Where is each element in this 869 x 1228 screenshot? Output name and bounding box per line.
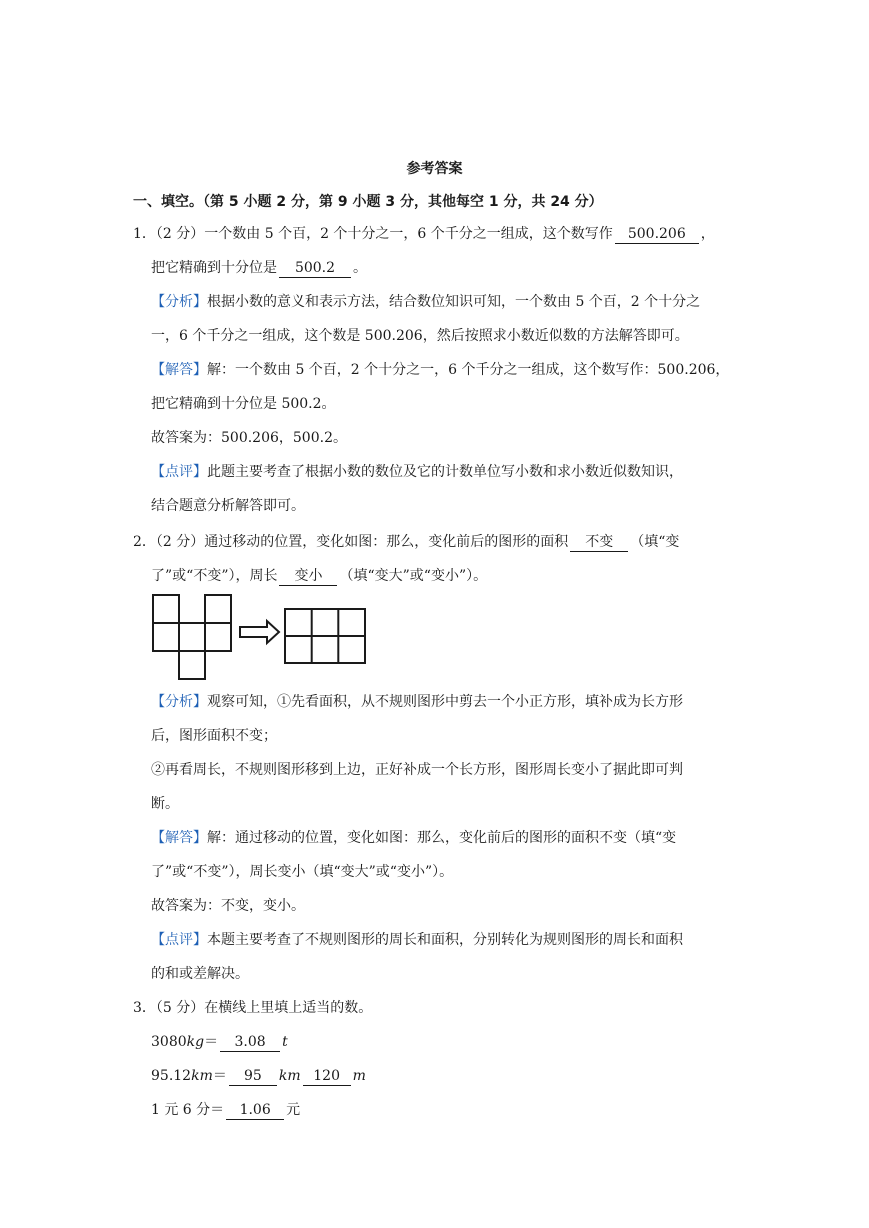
q1-answer1: 500.206 [615, 226, 699, 244]
q3-question: 3．（5 分）在横线上里填上适当的数。 [133, 1000, 373, 1016]
q3-row2-unit-mid: km [278, 1068, 301, 1084]
q3-row1 [151, 1032, 288, 1052]
q3-row1-unit2: t [282, 1034, 288, 1050]
q1-comment-2: 结合题意分析解答即可。 [151, 498, 305, 514]
rectangle-shape [285, 609, 365, 663]
q2-comment-2: 的和或差解决。 [151, 966, 249, 982]
q1-line2 [151, 258, 367, 278]
q2-solution-text-1: 解：通过移动的位置，变化如图：那么，变化前后的图形的面积不变（填“变 [207, 830, 677, 846]
comment-tag: 【点评】 [151, 932, 207, 948]
q2-analysis-2: 后，图形面积不变； [151, 728, 277, 744]
comment-tag: 【点评】 [151, 464, 207, 480]
q2-line2-prefix: 了”或“不变”），周长 [151, 568, 278, 584]
q2-answer1: 不变 [570, 534, 628, 552]
q2-analysis-3: ②再看周长，不规则图形移到上边，正好补成一个长方形，图形周长变小了据此即可判 [151, 762, 683, 778]
q3-row1-equals: ＝ [204, 1034, 219, 1050]
q3-row2-value: 95.12 [151, 1068, 192, 1084]
q1-solution-1 [151, 360, 729, 380]
q2-line2 [151, 566, 487, 586]
q3-row3 [151, 1100, 300, 1120]
q3-row3-unit: 元 [286, 1102, 301, 1118]
q2-analysis-1 [151, 692, 683, 712]
q1-comment-text-1: 此题主要考查了根据小数的数位及它的计数单位写小数和求小数近似数知识， [207, 464, 683, 480]
q2-line1 [133, 532, 679, 552]
analysis-tag: 【分析】 [151, 294, 207, 310]
section-heading: 一、填空。（第 5 小题 2 分，第 9 小题 3 分，其他每空 1 分，共 24 分） [133, 194, 603, 210]
q2-answer2: 变小 [279, 568, 337, 586]
q2-after1: （填“变 [630, 534, 680, 550]
q2-solution-1 [151, 828, 676, 848]
analysis-tag: 【分析】 [151, 694, 207, 710]
q2-after2: （填“变大”或“变小”）。 [339, 568, 488, 584]
q3-row1-answer: 3.08 [220, 1034, 280, 1052]
q3-row2-answer1: 95 [229, 1068, 277, 1086]
q1-line1-text [133, 224, 715, 244]
q1-prefix: 1．（2 分）一个数由 5 个百，2 个十分之一，6 个千分之一组成，这个数写作 [133, 226, 613, 242]
q3-row2-unit2: m [352, 1068, 366, 1084]
q1-line2-prefix: 把它精确到十分位是 [151, 260, 277, 276]
q2-analysis-text-1: 观察可知，①先看面积，从不规则图形中剪去一个小正方形，填补成为长方形 [207, 694, 683, 710]
q1-analysis-2: 一，6 个千分之一组成，这个数是 500.206，然后按照求小数近似数的方法解答即可。 [151, 328, 689, 344]
q3-row2-answer2: 120 [303, 1068, 351, 1086]
q1-solution-text-1: 解：一个数由 5 个百，2 个十分之一，6 个千分之一组成，这个数写作：500.206， [207, 362, 730, 378]
solution-tag: 【解答】 [151, 830, 207, 846]
q2-analysis-4: 断。 [151, 796, 179, 812]
shape-transform-figure [151, 592, 371, 682]
q2-final-answer: 故答案为：不变，变小。 [151, 898, 305, 914]
irregular-shape [153, 595, 231, 679]
q2-comment-text-1: 本题主要考查了不规则图形的周长和面积，分别转化为规则图形的周长和面积 [207, 932, 683, 948]
q2-prefix: 2．（2 分）通过移动的位置，变化如图：那么，变化前后的图形的面积 [133, 534, 569, 550]
q1-analysis-1 [151, 292, 700, 312]
q3-row1-value: 3080 [151, 1034, 187, 1050]
q3-row2 [151, 1066, 366, 1086]
q1-after2: 。 [353, 260, 367, 276]
q1-solution-2: 把它精确到十分位是 500.2。 [151, 396, 336, 412]
q3-row2-equals: ＝ [212, 1068, 227, 1084]
q2-comment-1 [151, 930, 683, 950]
q1-comment-1 [151, 462, 683, 482]
arrow-right-icon [240, 621, 279, 643]
q3-row3-answer: 1.06 [226, 1102, 284, 1120]
q1-after1: ， [700, 226, 715, 242]
q1-final-answer: 故答案为：500.206，500.2。 [151, 430, 347, 446]
solution-tag: 【解答】 [151, 362, 207, 378]
q3-row2-unit1: km [191, 1068, 213, 1084]
q3-row3-value: 1 元 6 分＝ [151, 1102, 225, 1118]
q2-solution-2: 了”或“不变”），周长变小（填“变大”或“变小”）。 [151, 864, 454, 880]
q1-answer2: 500.2 [279, 260, 351, 278]
page-title: 参考答案 [406, 161, 463, 177]
q3-row1-unit1: kg [186, 1034, 205, 1050]
q1-analysis-text-1: 根据小数的意义和表示方法，结合数位知识可知，一个数由 5 个百，2 个十分之 [207, 294, 701, 310]
